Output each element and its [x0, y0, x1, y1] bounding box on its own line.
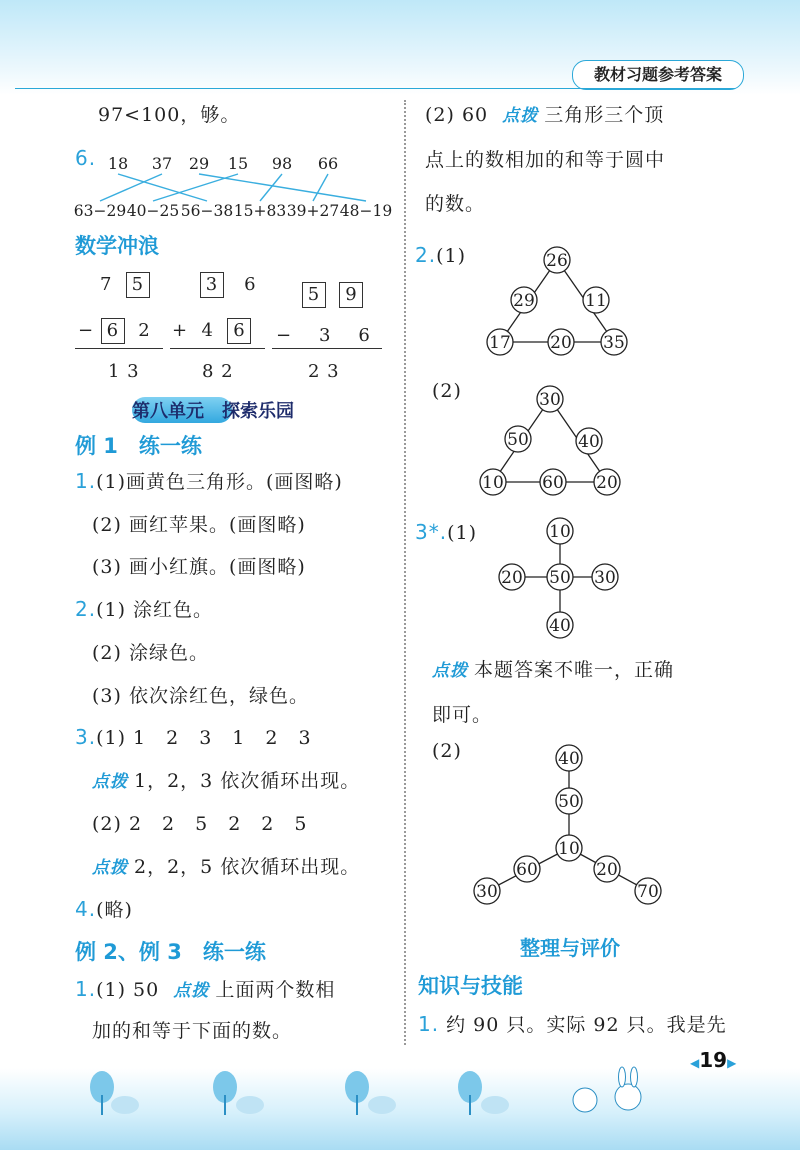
match-bottom-2: 56−38 — [180, 202, 234, 220]
match-top-5: 66 — [317, 154, 339, 173]
star-value: 60 — [516, 860, 538, 880]
tri1-value: 11 — [585, 291, 607, 311]
star-diagram — [470, 740, 695, 910]
surf-p3-answer: 2 3 — [308, 361, 340, 382]
answer-line: 即可。 — [432, 704, 493, 726]
star-value: 50 — [558, 792, 580, 812]
section-title-surf: 数学冲浪 — [75, 234, 159, 258]
match-line — [313, 174, 328, 201]
surf-p1-row2: − 6 2 — [78, 318, 151, 344]
tri2-value: 40 — [578, 432, 600, 452]
review-title: 整理与评价 — [520, 936, 620, 960]
matching-diagram — [70, 150, 400, 225]
q6-number: 6. — [75, 146, 97, 170]
triangle-diagram-1 — [480, 240, 640, 360]
surf-p2-answer: 8 2 — [202, 361, 234, 382]
skills-title: 知识与技能 — [418, 974, 523, 998]
answer-line: 2.(1) 涂红色。 — [75, 597, 214, 621]
answer-line: (3) 依次涂红色，绿色。 — [92, 685, 309, 707]
column-divider — [404, 100, 406, 1045]
header-title: 教材习题参考答案 — [572, 60, 744, 90]
answer-line: (2) 涂绿色。 — [92, 642, 209, 664]
match-bottom-3: 15+83 — [233, 202, 287, 220]
q3-2-label: (2) — [432, 740, 462, 762]
match-top-3: 15 — [227, 154, 249, 173]
match-bottom-5: 48−19 — [339, 202, 393, 220]
example23-title: 例 2、例 3 练一练 — [75, 940, 266, 964]
tri1-value: 29 — [513, 291, 535, 311]
tri1-value: 17 — [489, 333, 511, 353]
answer-line: 1. 约 90 只。实际 92 只。我是先 — [418, 1012, 727, 1036]
tri1-value: 20 — [550, 333, 572, 353]
answer-line: 4.(略) — [75, 897, 133, 921]
tri2-value: 20 — [596, 473, 618, 493]
answer-line: 加的和等于下面的数。 — [92, 1020, 293, 1042]
triangle-diagram-2 — [475, 385, 645, 500]
surf-rule-1 — [75, 348, 163, 349]
surf-p1-answer: 1 3 — [108, 361, 140, 382]
surf-p3-row2: − 3 6 — [276, 325, 371, 346]
footer-decoration — [80, 1065, 680, 1125]
tri2-value: 60 — [542, 473, 564, 493]
hint-line: 点拨 1，2，3 依次循环出现。 — [92, 770, 361, 792]
bunny-icon — [573, 1067, 641, 1112]
tri2-value: 30 — [539, 390, 561, 410]
continued-line: 97<100，够。 — [98, 104, 241, 126]
match-bottom-4: 39+27 — [286, 202, 340, 220]
answer-line: (3) 画小红旗。(画图略) — [92, 556, 306, 578]
star-value: 70 — [637, 882, 659, 902]
tree-icon — [213, 1071, 264, 1115]
hint-line: 点拨 本题答案不唯一，正确 — [432, 659, 675, 681]
match-top-0: 18 — [107, 154, 129, 173]
hint-line: 点拨 2，2，5 依次循环出现。 — [92, 856, 361, 878]
match-bottom-1: 40−25 — [126, 202, 180, 220]
cross-value: 50 — [549, 568, 571, 588]
answer-line: (2) 画红苹果。(画图略) — [92, 514, 306, 536]
tree-icon — [90, 1071, 139, 1115]
answer-line: 点上的数相加的和等于圆中 — [425, 149, 666, 171]
cross-value: 30 — [594, 568, 616, 588]
q3-heading: 3*.(1) — [415, 520, 478, 544]
surf-p2-row2: + 4 6 — [172, 318, 251, 344]
surf-rule-2 — [170, 348, 265, 349]
answer-line: 3.(1) 1 2 3 1 2 3 — [75, 725, 312, 749]
match-top-2: 29 — [188, 154, 210, 173]
tri2-value: 50 — [507, 430, 529, 450]
answer-line: 1.(1) 50 点拨 上面两个数相 — [75, 977, 336, 1001]
tree-icon — [345, 1071, 396, 1115]
answer-line: 的数。 — [425, 193, 486, 215]
star-value: 10 — [558, 839, 580, 859]
cross-value: 40 — [549, 616, 571, 636]
cross-value: 20 — [501, 568, 523, 588]
q2-2-label: (2) — [432, 380, 462, 402]
header-rule — [15, 88, 735, 89]
answer-line: (2) 60 点拨 三角形三个顶 — [425, 104, 665, 126]
cross-diagram — [490, 515, 630, 645]
example1-title: 例 1 练一练 — [75, 434, 202, 458]
match-top-1: 37 — [151, 154, 173, 173]
answer-line: 1.(1)画黄色三角形。(画图略) — [75, 469, 343, 493]
match-top-4: 98 — [271, 154, 293, 173]
star-value: 20 — [596, 860, 618, 880]
cross-value: 10 — [549, 522, 571, 542]
tri1-value: 35 — [603, 333, 625, 353]
surf-rule-3 — [272, 348, 382, 349]
unit-title: 第八单元 探索乐园 — [132, 401, 294, 422]
answer-line: (2) 2 2 5 2 2 5 — [92, 813, 308, 835]
tri1-value: 26 — [546, 251, 568, 271]
surf-p1-row1: 7 5 — [100, 272, 150, 298]
star-value: 30 — [476, 882, 498, 902]
match-bottom-0: 63−29 — [73, 202, 127, 220]
surf-p3-row1: 5 9 — [302, 282, 363, 308]
surf-p2-row1: 3 6 — [200, 272, 257, 298]
tri2-value: 10 — [482, 473, 504, 493]
page-number: ◀19▶ — [690, 1048, 737, 1072]
tree-icon — [458, 1071, 509, 1115]
q2-heading: 2.(1) — [415, 243, 467, 267]
star-value: 40 — [558, 749, 580, 769]
